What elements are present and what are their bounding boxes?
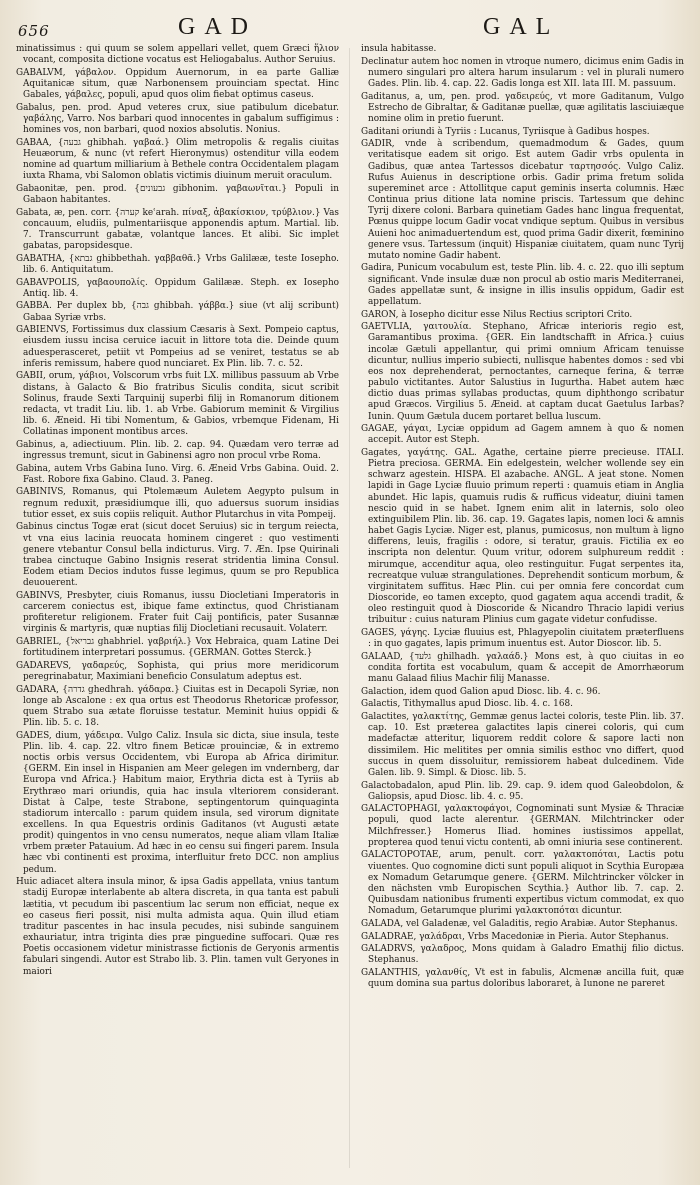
dictionary-entry: Gabina, autem Vrbs Gabina Iuno. Virg. 6. Æneid Vrbs Gabina. Ouid. 2. Fast. Robore fixa Gabino. Claud. 3. Paneg. xyxy=(16,463,339,485)
dictionary-entry: Gabata, æ, pen. corr. {קערה keʿarah. πίναξ, ἀβακίσκιον, τρύβλιον.} Vas concauum, eludiis, pulmentariisque apponendis aptum. Martial. lib. 7. Transcurrunt gabatæ, volantque lances. Et alibi. Sic implet gabatas, paropsidesque. xyxy=(16,207,339,252)
dictionary-entry: GALACTOPOTAE, arum, penult. corr. γαλακτοπόται, Lactis potu viuentes. Quo cognomine dicti sunt populi aliquot in Scythia Europæa ex Nomadum Getarumque genere. {GERM. Milchtrincker völcker in den nächsten vmb Europischen Scythia.} Author lib. 7. cap. 2. Quibusdam nationibus frumenti expertibus victum commodat, ex quo Nomadum, Getarumque plurimi γαλακτοπόται dicuntur. xyxy=(361,850,684,917)
dictionary-entry: GABRIEL, {גבריאל ghabhriel. γαβριήλ.} Vox Hebraica, quam Latine Dei fortitudinem interpretari possumus. {GERMAN. Gottes Sterck.} xyxy=(16,636,339,659)
dictionary-entry: Declinatur autem hoc nomen in vtroque numero, dicimus enim Gadis in numero singulari pro altera harum insularum : vel in plurali numero Gades. Plin. lib. 4. cap. 22. Gadis longa est XII. lata III. M. passuum. xyxy=(361,56,684,89)
page-number: 656 xyxy=(18,22,50,40)
dictionary-entry: Galactobadalon, apud Plin. lib. 29. cap. 9. idem quod Galeobdolon, & Galiopsis, apud Diosc. lib. 4. c. 95. xyxy=(361,780,684,802)
dictionary-entry: Huic adiacet altera insula minor, & ipsa Gadis appellata, vnius tantum stadij Europæ interlabente ab altera discreta, in qua tanta est pabuli lætitia, vt pecudum ibi pascentium lac serum non efficiat, neque ex eo caseus fieri possit, nisi multa admista aqua. Quin illud etiam traditur pascentes in hac insula pecudes, nisi subinde sanguinem exhauriatur, intra triginta dies præ pinguedine suffocari. Quæ res Poetis occasionem videtur ministrasse fictionis de Geryonis armentis fabulari singendi. Autor est Strabo lib. 3. Plin. tamen vult Geryones in maiori xyxy=(16,877,339,977)
dictionary-entry: GABINVS, Presbyter, ciuis Romanus, iussu Diocletiani Imperatoris in carcerem coniectus est, ibique fame extinctus, quod Christianam profiteretur religionem. Frater fuit Caij pontificis, pater Susannæ virginis & martyris, quæ nuptias filij Diocletiani recusauit. Volaterr. xyxy=(16,590,339,635)
dictionary-entry: GADAREVS, γαδαρεύς, Sophista, qui prius more meridicorum peregrinabatur, Maximiani beneficio Consulatum adeptus est. xyxy=(16,660,339,682)
dictionary-entry: GABIENVS, Fortissimus dux classium Cæsaris à Sext. Pompeio captus, eiusdem iussu incisa ceruice iacuit in littore tota die. Deinde quum aduesperasceret, petiit vt Pompeius ad se veniret, testatus se ab inferis remissum, habere quod nunciaret. Ex Plin. lib. 7. c. 52. xyxy=(16,325,339,369)
left-column xyxy=(16,44,339,979)
dictionary-entry: Gaditanus, a, um, pen. prod. γαδειρεύς, vt more Gaditanum, Vulgo Estrecho de Gibraltar, & Gaditanæ puellæ, quæ agilitatis lasciuiæque nomine olim in pretio fuerunt. xyxy=(361,91,684,124)
dictionary-entry: GABAVPOLIS, γαβαουπολίς. Oppidum Galilææ. Steph. ex Iosepho Antiq. lib. 4. xyxy=(16,277,339,299)
dictionary-entry: GAGAE, γάγαι, Lyciæ oppidum ad Gagem amnem à quo & nomen accepit. Autor est Steph. xyxy=(361,424,684,446)
dictionary-entry: GALAAD, {גלעד ghilhadh. γαλαάδ.} Mons est, à quo ciuitas in eo condita fortita est vocabulum, quam & accepit de Amorrhæorum manu Galaad filius Machir filij Manasse. xyxy=(361,651,684,685)
column-divider xyxy=(349,48,350,1168)
dictionary-entry: Galactis, Tithymallus apud Diosc. lib. 4. c. 168. xyxy=(361,699,573,710)
dictionary-entry: GAGES, γάγης. Lyciæ fluuius est, Phlagyepolin ciuitatem præterfluens : in quo gagates, lapis primum inuentus est. Autor Dioscor. lib. 5. xyxy=(361,627,684,650)
dictionary-entry: GALADRVS, γαλαδρος, Mons quidam à Galadro Emathij filio dictus. Stephanus. xyxy=(361,944,684,966)
dictionary-entry: Galactites, γαλακτίτης, Gemmæ genus lactei coloris, teste Plin. lib. 37. cap. 10. Est præterea galactites lapis cinerei coloris, qui cum madefactæ atteritur, liquorem reddit colore & sapore lacti non dissimilem. Hic melitites per omnia similis esthoc vno differt, quod succus in quem dissoluitur, remissiorem habeat dulcedinem. Vide Galen. lib. 9. Simpl. & Diosc. lib. 5. xyxy=(361,712,684,778)
dictionary-entry: Gabinus, a, adiectiuum. Plin. lib. 2. cap. 94. Quædam vero terræ ad ingressus tremunt, sicut in Gabinensi agro non procul vrbe Roma. xyxy=(16,439,339,461)
dictionary-entry: Gabaonitæ, pen. prod. {גבעונים gibhonim. γαβαωνῖται.} Populi in Gabaon habitantes. xyxy=(16,183,339,206)
dictionary-entry: insula habitasse. xyxy=(361,44,437,54)
right-column xyxy=(361,44,684,992)
dictionary-entry: GARON, à Iosepho dicitur esse Nilus Rectius scriptori Crito. xyxy=(361,309,633,320)
dictionary-entry: GALACTOPHAGI, γαλακτοφάγοι, Cognominati sunt Mysiæ & Thraciæ populi, quod lacte alerentur. {GERMAN. Milchtrincker oder Milchfresser.} Homerus Iliad. homines iustissimos appellat, propterea quod tenui victu contenti, ab omni iniuria sese continerent. xyxy=(361,804,684,848)
dictionary-entry: GALADRAE, γαλάδραι, Vrbs Macedoniæ in Pieria. Autor Stephanus. xyxy=(361,931,669,942)
running-head-right: GAL xyxy=(483,14,560,40)
dictionary-entry: GALANTHIS, γαλανθίς, Vt est in fabulis, Alcmenæ ancilla fuit, quæ quum domina sua partus doloribus laboraret, à Iunone ne pareret xyxy=(361,968,684,990)
dictionary-entry: GABATHA, {גבתא ghibbethah. γαββαθᾶ.} Vrbs Galilææ, teste Iosepho. lib. 6. Antiquitatum. xyxy=(16,253,339,275)
dictionary-entry: GABII, orum, γάβιοι, Volscorum vrbs fuit LX. millibus passuum ab Vrbe distans, à Galacto & Bio fratribus Siculis condita, sicut scribit Solinus, fraude Sexti Tarquinij superbi filij in Romanorum ditionem redacta, vt tradit Liu. lib. 1. ab Vrbe. Gabiorum meminit & Virgilius lib. 6. Æneid. Hi tibi Nomentum, & Gabios, vrbemque Fidenam, Hi Collatinas imponent montibus arces. xyxy=(16,371,339,438)
running-head-left: GAD xyxy=(178,14,257,40)
page-header xyxy=(0,6,700,44)
dictionary-entry: Gadira, Punicum vocabulum est, teste Plin. lib. 4. c. 22. quo illi septum significant. Vnde insulæ duæ non procul ab ostio maris Mediterranei, Gades appellatæ sunt, & insigne in illis insulis oppidum, Gadir est appellatum. xyxy=(361,263,684,307)
dictionary-entry: Gagates, γαγάτης. GAL. Agathe, certaine pierre precieuse. ITALI. Pietra preciosa. GERMA. Ein edelgestein, welcher wollende sey ein schwarz agestein. HISPA. El azabache. ANGL. A jeat stone. Nomen lapidi in Gage Lyciæ fluuio primum reperti : quamuis etiam in Anglia abundet. Hic lapis, quamuis rudis & rufficus videatur, diuini tamen nescio quid in se habet. Ignem enim alit in laternis, solo oleo extinguibilem Plin. lib. 36. cap. 19. Gagates lapis, nomen loci & amnis habet Gagis Lyciæ. Niger est, planus, pumicosus, non multum à ligno differens, leuis, fragilis : odore, si teratur, grauis. Fictilia ex eo inscripta non delentur. Quum vritur, odorem sulphureum reddit : mirumque, accenditur aqua, oleo restinguitur. Fugat serpentes ita, recreatque vuluæ strangulationes. Deprehendit sonticum morbum, & virginitatem suffitus. Hæc Plin. cui per omnia fere concordat cum Dioscoride, eo tamen excepto, quod gagatem aqua accendi tradit, & oleo restinguit quod à Dioscoride & Nicandro Thracio lapidi verius tribuitur : cuius naturam Plinius cum gagate videtur confudisse. xyxy=(361,447,684,626)
dictionary-entry: Gabalus, pen. prod. Apud veteres crux, siue patibulum dicebatur. γαβάλης, Varro. Nos barbari quod innocentes in gabalum suffigimus : homines vos, non barbari, quod noxios absolutis. Nonius. xyxy=(16,102,339,136)
dictionary-entry: GABINIVS, Romanus, qui Ptolemæum Auletem Aegypto pulsum in regnum reduxit, præsidiumque illi, quo aduersus suorum insidias tutior esset, ex suis copiis reliquit. Author Plutarchus in vita Pompeij. xyxy=(16,487,339,520)
dictionary-entry: GADES, dium, γάδειρα. Vulgo Caliz. Insula sic dicta, siue insula, teste Plin. lib. 4. cap. 22. vltro finem Beticæ prouinciæ, & in extremo noctis orbis versus Occidentem, vbi Europa ab Africa dirimitur. {GERM. Ein insel in Hispanien am Meer gelegen im vndernberg, dar Europa vnd Africa.} Habitum maior, Erythria dicta est à Tyriis ab Erythræo mari oriundis, quia hac insula vlteriorem considerant. Distat à Calpe, teste Strabone, septingentorum quinquaginta stadiorum intercallo : parum quidem insula, sed virorum dignitate excellens. In qua Equestris ordinis Gaditanos (vt Augusti ætate prodit) quingentos in vno censu numeratos, neque aliam vllam Italiæ vrbem præter Patauium. Ad hæc in eo censu sui fingeri parem. Insula hæc vbi continenti est proxima, interfluitur freto DCC. non amplius pedum. xyxy=(16,730,339,875)
dictionary-entry: Gabinus cinctus Togæ erat (sicut docet Seruius) sic in tergum reiecta, vt vna eius lacinia reuocata hominem cingeret : quo vestimenti genere vtebantur Consul bella indicturus. Virg. 7. Æn. Ipse Quirinali trabea cinctuque Gabino Insignis reserat stridentia limina Consul. Eodem etiam Decios indutos fusse legimus, quum se pro Republica deuouerent. xyxy=(16,522,339,589)
dictionary-entry: GABALVM, γάβαλον. Oppidum Auernorum, in ea parte Galliæ Aquitanicæ situm, quæ Narbonensem prouinciam spectat. Hinc Gabales, γάβαλες, populi, apud quos olim fiebat optimus caseus. xyxy=(16,67,339,101)
dictionary-entry: Gaditani oriundi à Tyriis : Lucanus, Tyriisque à Gadibus hospes. xyxy=(361,126,650,137)
dictionary-entry: Galaction, idem quod Galion apud Diosc. lib. 4. c. 96. xyxy=(361,686,601,697)
dictionary-entry: GAETVLIA, γαιτουλία. Stephano, Africæ interioris regio est, Garamantibus proxima. {GER. Ein landtschafft in Africa.} cuius incolæ Gætuli appellantur, qui primi omnium Africam tenuisse dicuntur, nullius imperio subiecti, nullisque habentes domos : sed vbi eos nox deprehenderat, pernoctantes, carneque ferina, & terræ pabulo victitantes. Autor Salustius in Iugurtha. Habet autem hæc dictio duas primas syllabas productas, quum diphthongo scribatur apud Græcos. Virgilius 5. Æneid. at captam ducat Gaetulus Iarbas? Iunin. Quum Gætula ducem portaret bellua luscum. xyxy=(361,322,684,422)
dictionary-entry: GALADA, vel Galadenæ, vel Galaditis, regio Arabiæ. Autor Stephanus. xyxy=(361,918,678,929)
dictionary-entry: GABBA. Per duplex bb, {גבה ghibbah. γάββα.} siue (vt alij scribunt) Gabaa Syriæ vrbs. xyxy=(16,301,339,323)
dictionary-entry: GADARA, {גדרה ghedhrah. γάδαρα.} Ciuitas est in Decapoli Syriæ, non longe ab Ascalone : ex qua ortus est Theodorus Rhetoricæ professor, quem Strabo sua ætate floruisse testatur. Meminit huius oppidi & Plin. lib. 5. c. 18. xyxy=(16,684,340,729)
dictionary-entry: GADIR, vnde à scribendum, quemadmodum & Gades, quum veritatisque eadem sit origo. Est autem Gadir vrbs opulenta in Gadibus, quæ antea Tartessos dicebatur ταρτησσός. Vulgo Caliz. Rufus Auienus in descriptione orbis. Gadir prima fretum solida supereminet arce : Attollitque caput geminis inserta columnis. Hæc Continua prius ditione lata nomine priscis. Tartessum que dehinc Tyrij dixere coloni. Barbara quinetiam Gades hanc lingua frequentat, Pœnus quippe locum Gadir vocat vndique septum. Quibus in versibus Auieni hoc animaduertendum est, quod prima Gadir dixerit, fœminino genere vsus. Tartessum (inquit) Hispaniæ ciuitatem, quam nunc Tyrij mutato nomine Gadir habent. xyxy=(361,139,684,261)
dictionary-entry: GABAA, {גבעה ghibhah. γαβαά.} Olim metropolis & regalis ciuitas Heuæorum, & nunc (vt refert Hieronymus) ostenditur villa eodem nomine ad quartum milliarium à Bethele contra Occidentalem plagam iuxta Rhama, vbi Salomon oblatis victimis diuinum meruit oraculum. xyxy=(16,137,339,182)
dictionary-entry: minatissimus : qui quum se solem appellari vellet, quem Græci ἥλιον vocant, composita dictione vocatus est Heliogabalus. Author Seruius. xyxy=(16,44,339,66)
